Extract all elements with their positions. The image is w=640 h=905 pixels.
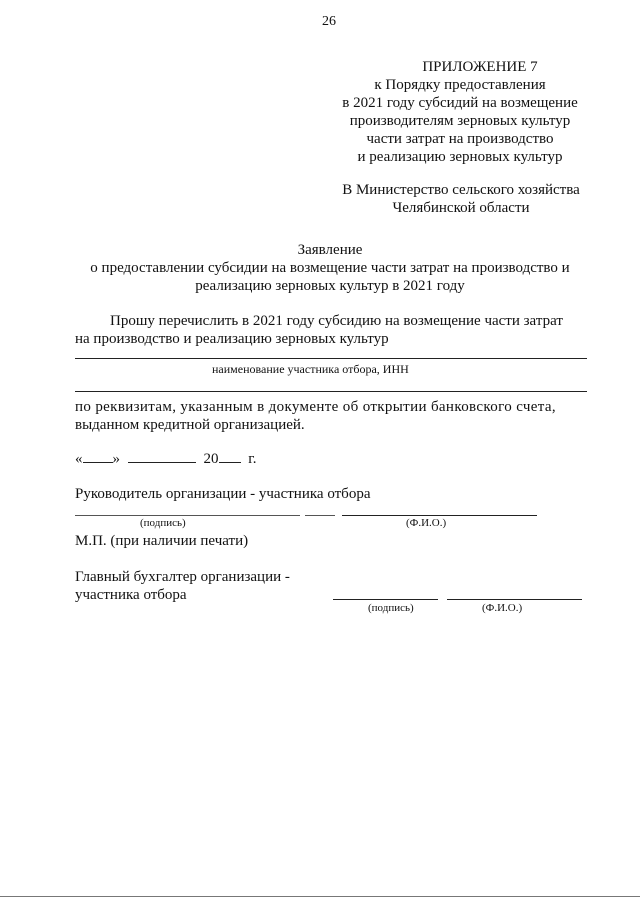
requisites-line: по реквизитам, указанным в документе об открытии банковского счета, xyxy=(75,399,557,415)
accountant-name-line[interactable] xyxy=(447,599,582,600)
appendix-block xyxy=(330,58,590,166)
accountant-signature-caption: (подпись) xyxy=(368,602,414,614)
date-open-quote: « xyxy=(75,451,83,467)
date-year-blank[interactable] xyxy=(219,450,241,463)
appendix-line: в 2021 году субсидий на возмещение xyxy=(342,95,578,111)
accountant-label: участника отбора xyxy=(75,587,187,603)
date-year-prefix: 20 xyxy=(203,451,219,467)
date-close-quote: » xyxy=(112,451,120,467)
heading-line: реализацию зерновых культур в 2021 году xyxy=(195,278,465,294)
request-line: Прошу перечислить в 2021 году субсидию на возмещение части затрат xyxy=(110,313,563,329)
head-signature-line[interactable] xyxy=(75,515,300,516)
accountant-label: Главный бухгалтер организации - xyxy=(75,569,290,585)
heading-line: о предоставлении субсидии на возмещение части затрат на производство и xyxy=(90,260,570,276)
head-label: Руководитель организации - участника отбора xyxy=(75,486,371,502)
heading-title: Заявление xyxy=(297,242,363,258)
date-month-blank[interactable] xyxy=(128,450,196,463)
appendix-title: ПРИЛОЖЕНИЕ 7 xyxy=(422,59,538,75)
appendix-line: к Порядку предоставления xyxy=(374,77,546,93)
participant-caption: наименование участника отбора, ИНН xyxy=(212,362,409,376)
addressee-block xyxy=(330,181,592,217)
stamp-note: М.П. (при наличии печати) xyxy=(75,533,249,549)
head-line-gap xyxy=(305,515,335,516)
participant-inn-line[interactable] xyxy=(75,391,587,392)
request-line: на производство и реализацию зерновых культур xyxy=(75,331,389,347)
appendix-line: части затрат на производство xyxy=(366,131,554,147)
participant-name-line[interactable] xyxy=(75,358,587,359)
head-name-caption: (Ф.И.О.) xyxy=(406,517,447,529)
accountant-signature-line[interactable] xyxy=(333,599,438,600)
accountant-name-caption: (Ф.И.О.) xyxy=(482,602,523,614)
appendix-line: производителям зерновых культур xyxy=(349,113,571,129)
date-year-suffix: г. xyxy=(248,451,257,467)
date-day-blank[interactable] xyxy=(83,450,113,463)
page-number: 26 xyxy=(322,14,336,29)
addressee-line: В Министерство сельского хозяйства xyxy=(342,182,580,198)
document-heading xyxy=(60,241,600,295)
date-field xyxy=(75,450,256,468)
head-signature-caption: (подпись) xyxy=(140,517,186,529)
addressee-line: Челябинской области xyxy=(392,200,530,216)
appendix-line: и реализацию зерновых культур xyxy=(357,149,563,165)
scan-bottom-edge xyxy=(0,896,640,897)
head-name-line[interactable] xyxy=(342,515,537,516)
requisites-line: выданном кредитной организацией. xyxy=(75,417,305,433)
